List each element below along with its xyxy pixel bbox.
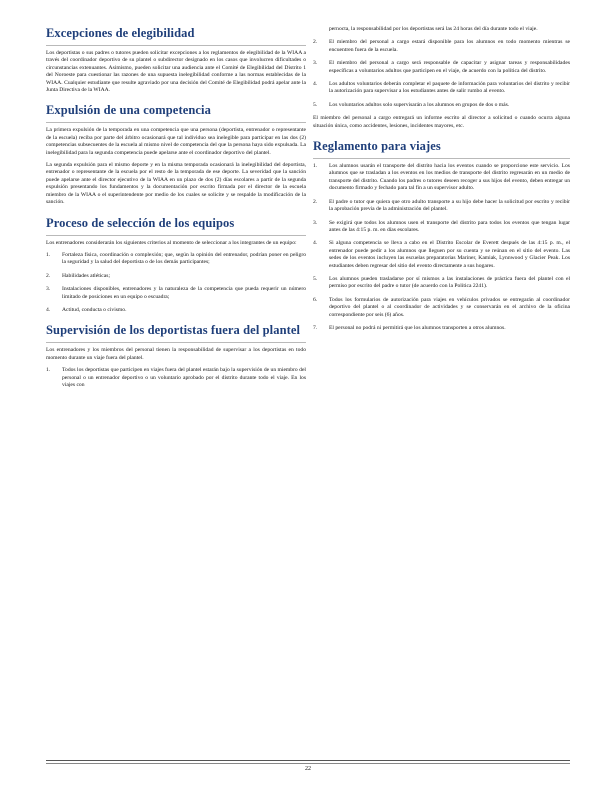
list-item: 4. Si alguna competencia se lleva a cabo en el Distrito Escolar de Everett después de las 4:15 p. m., el entrenador puede pedir a los alumnos que lleguen por su cuenta y se reúnan en el sitio del evento. Las sedes de los eventos incluyen las escuelas preparatorias Mariner, Kamiak, Lynnwood y Glacier Peak. Los estudiantes deben regresar del sitio del evento directamente a sus hogares.: [313, 240, 570, 269]
section-title: Proceso de selección de los equipos: [46, 216, 306, 236]
list-item: 2. El padre o tutor que quiera que otro adulto transporte a su hijo debe hacer la solicitud por escrito y recibir la aprobación previa de la administración del plantel.: [313, 198, 570, 213]
section-excepciones: [46, 26, 306, 94]
list-item: 5. Los voluntarios adultos solo supervisarán a los alumnos en grupos de dos o más.: [313, 101, 510, 108]
list-item: 1. Los alumnos usarán el transporte del distrito hacia los eventos cuando se proporcione este servicio. Los alumnos que se trasladan a los eventos en los medios de transporte del distrito regresarán en un medio de transporte del distrito. Cuando los padres o tutores deseen recoger a sus hijos del evento, deben entregar un documento firmado y fechado para tal fin a un supervisor adulto.: [313, 163, 570, 192]
list-item: 3. Se exigirá que todos los alumnos usen el transporte del distrito para todos los eventos que tengan lugar antes de las 4:15 p. m. en días escolares.: [313, 219, 570, 233]
section-expulsion: [46, 103, 306, 206]
page-number: 22: [305, 766, 311, 772]
list-item: 5. Los alumnos pueden trasladarse por sí mismos a las instalaciones de práctica fuera del plantel con el permiso por escrito del padre o tutor (de acuerdo con la Política 2241).: [313, 275, 570, 290]
list-item: 1. Fortaleza física, coordinación o complexión; que, según la opinión del entrenador, podrían poner en peligro la seguridad y la salud del deportista o de los demás participantes;: [46, 251, 306, 266]
list-item: 6. Todos los formularios de autorización para viajes en vehículos privados se entregarán al coordinador deportivo del plantel o al coordinador de actividades y se conservarán en el archivo de la oficina correspondiente por seis (6) años.: [313, 296, 570, 318]
list-item: 4. Actitud, conducta o civismo.: [46, 306, 127, 313]
list-item: pernocta, la responsabilidad por los deportistas será las 24 horas del día durante todo el viaje.: [329, 26, 538, 32]
footer-rule: [46, 763, 570, 764]
section-title: Supervisión de los deportistas fuera del plantel: [46, 323, 306, 343]
list-item: 2. El miembro del personal a cargo estará disponible para los alumnos en todo momento mientras se encuentren fuera de la escuela.: [313, 39, 570, 53]
footer-rule: [46, 760, 570, 761]
section-title: Excepciones de elegibilidad: [46, 26, 306, 46]
list-item: 4. Los adultos voluntarios deberán completar el paquete de información para voluntarios del distrito y recibir la autorización para supervisar a los estudiantes antes de salir rumbo al evento.: [313, 81, 570, 95]
section-reglamento-viajes: [313, 139, 570, 332]
supervision-list: [46, 367, 306, 389]
paragraph: Los entrenadores considerarán los siguientes criterios al momento de seleccionar a los integrantes de un equipo:: [46, 239, 297, 246]
paragraph: El miembro del personal a cargo entregará un informe escrito al director a solicitud o cuando ocurra alguna situación única, como accidentes, lesiones, incidentes mayores, etc.: [313, 115, 570, 129]
list-item: 1. Todos los deportistas que participen en viajes fuera del plantel estarán bajo la supervisión de un miembro del personal o un entrenador deportivo o un voluntario aprobado por el distrito durante todo el viaje. En los viajes con: [46, 367, 306, 388]
travel-rules-list: [313, 163, 570, 332]
paragraph: Los deportistas o sus padres o tutores pueden solicitar excepciones a los reglamentos de elegibilidad de la WIAA a través del coordinador deportivo de su plantel o subdirector designado en los casos que involucren dificultades o circunstancias extenuantes. Asimismo, pueden solicitar una audiencia ante el Comité de Elegibilidad del Distrito 1 del Noroeste para cuestionar las razones de una supuesta inelegibilidad conforme a las normas establecidas de la WIAA. Cualquier estudiante que resulte agraviado por una decisión del Comité de Elegibilidad podrá apelar ante la Junta Directiva de la WIAA.: [46, 50, 306, 94]
list-item: 7. El personal no podrá ni permitirá que los alumnos transporten a otros alumnos.: [313, 324, 506, 331]
section-supervision: [46, 323, 306, 389]
list-item: 3. El miembro del personal a cargo será responsable de capacitar y asignar tareas y responsabilidades específicas a voluntarios adultos que participen en el viaje, de acuerdo con la política del distrito.: [313, 60, 570, 74]
paragraph: La primera expulsión de la temporada en una competencia que una persona (deportista, entrenador o representante de la escuela) reciba por parte del árbitro ocasionará que tal individuo sea inelegible para participar en las dos (2) competencias subsecuentes de la escuela al mismo nivel de competencia del que la persona haya sido expulsada. La inelegibilidad para la segunda competencia puede apelarse ante el coordinador deportivo del plantel.: [46, 127, 306, 156]
right-column: [313, 26, 570, 341]
section-seleccion: [46, 216, 306, 315]
supervision-list-continued: [313, 26, 570, 109]
section-title: Reglamento para viajes: [313, 139, 570, 159]
list-item: 3. Instalaciones disponibles, entrenadores y la naturaleza de la competencia que pueda requerir un número limitado de posiciones en un equipo o escuadra;: [46, 286, 306, 300]
criteria-list: [46, 252, 306, 314]
paragraph: Los entrenadores y los miembros del personal tienen la responsabilidad de supervisar a los deportistas en todo momento durante un viaje fuera del plantel.: [46, 347, 306, 361]
list-item: 2. Habilidades atléticas;: [46, 272, 110, 279]
section-title: Expulsión de una competencia: [46, 103, 306, 123]
section-supervision-continued: [313, 26, 570, 130]
left-column: [46, 26, 306, 398]
paragraph: La segunda expulsión para el mismo deporte y en la misma temporada ocasionará la inelegibilidad del deportista, entrenador o representante de la escuela por el resto de la temporada de ese deporte. La severidad que la sanción puede apelarse ante el director ejecutivo de la WIAA en un plazo de dos (2) días escolares a partir de la segunda expulsión presentando los fundamentos y la documentación por escrito firmada por el director de la escuela miembro de la WIAA o el superintendente por medio de los cuales se solicite y se respalde la modificación de la sanción.: [46, 162, 306, 206]
